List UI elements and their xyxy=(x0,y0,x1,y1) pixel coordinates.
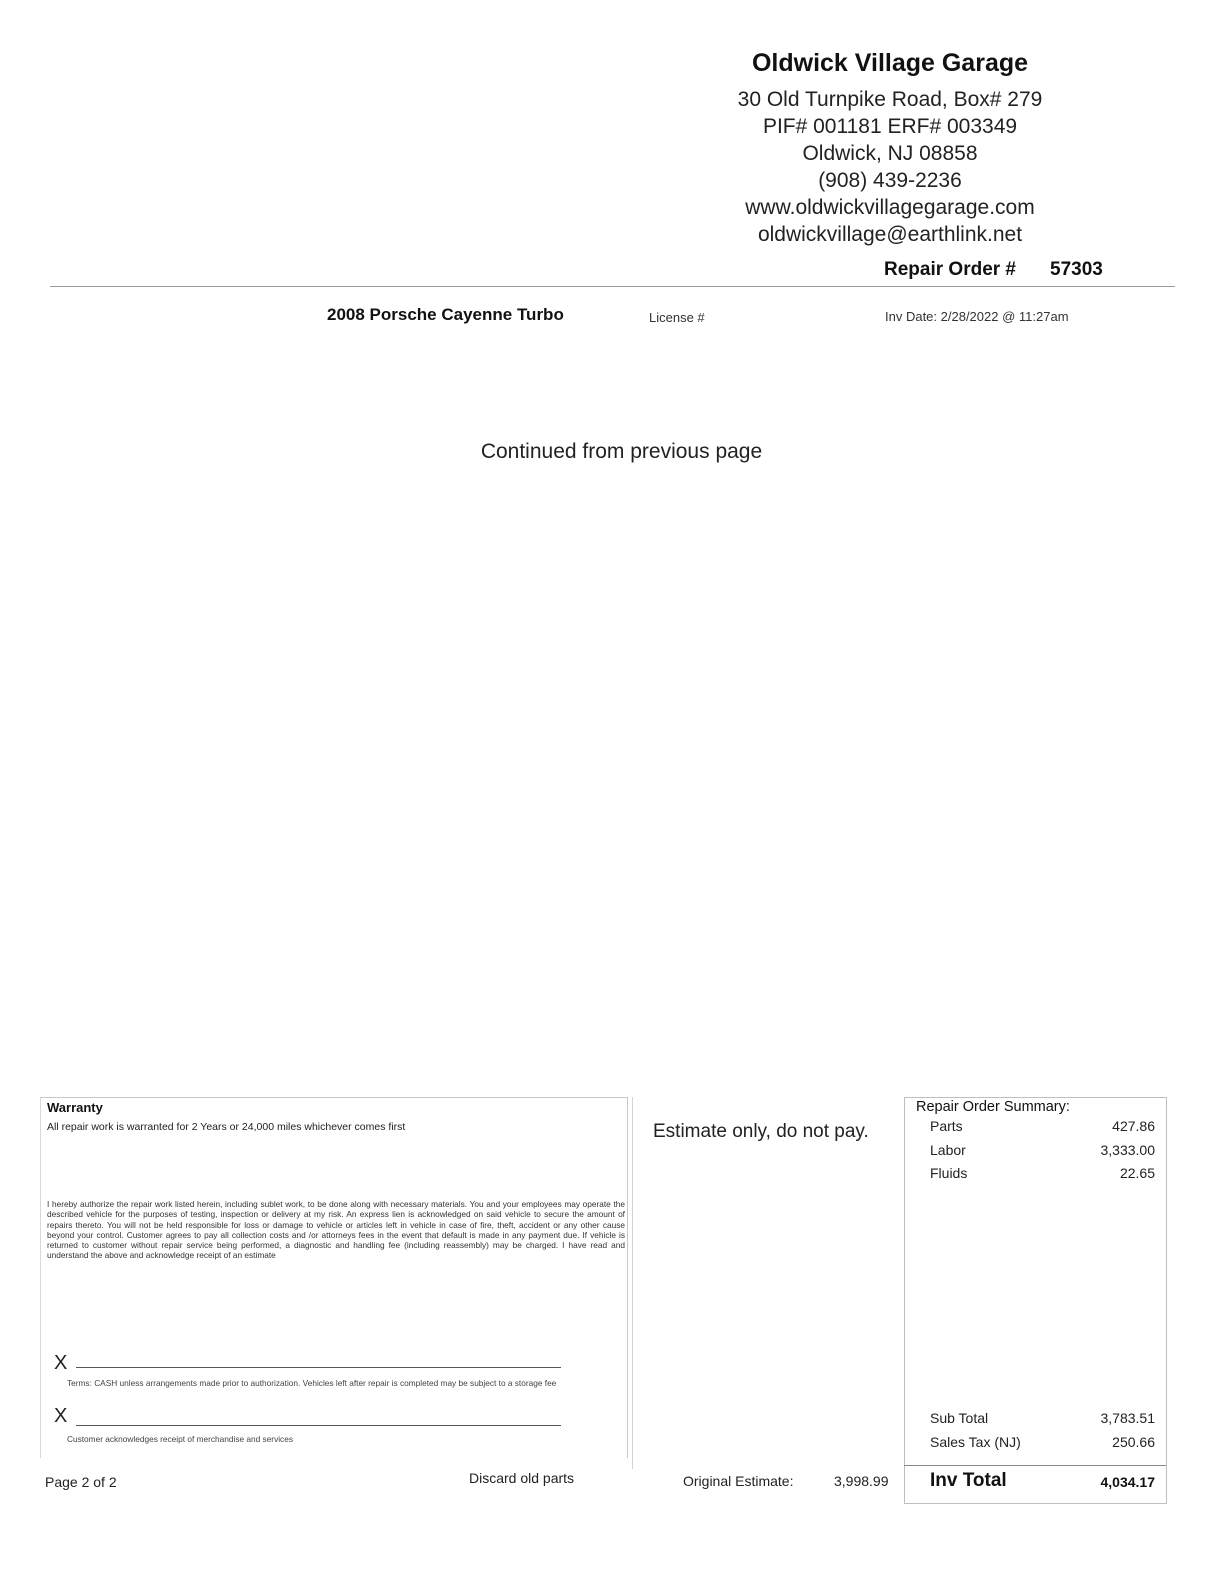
continued-notice: Continued from previous page xyxy=(480,440,763,463)
repair-order-label: Repair Order # xyxy=(884,259,1016,280)
labor-value: 3,333.00 xyxy=(1100,1142,1155,1158)
signature-mark-1: X xyxy=(54,1352,68,1374)
page-number: Page 2 of 2 xyxy=(45,1474,117,1490)
total-divider xyxy=(904,1465,1166,1466)
inv-total-label: Inv Total xyxy=(930,1470,1007,1491)
parts-label: Parts xyxy=(930,1118,963,1134)
warranty-title: Warranty xyxy=(47,1100,103,1115)
terms-text: Terms: CASH unless arrangements made prior to authorization. Vehicles left after repair is completed may be subject to a storage fee xyxy=(67,1378,557,1388)
license-label: License # xyxy=(649,310,705,325)
business-licenses: PIF# 001181 ERF# 003349 xyxy=(762,115,1018,138)
discard-parts-note: Discard old parts xyxy=(469,1470,575,1486)
business-city: Oldwick, NJ 08858 xyxy=(802,142,978,165)
invoice-date: Inv Date: 2/28/2022 @ 11:27am xyxy=(885,309,1069,324)
fluids-label: Fluids xyxy=(930,1165,968,1181)
subtotal-label: Sub Total xyxy=(930,1410,989,1426)
warranty-text: All repair work is warranted for 2 Years or 24,000 miles whichever comes first xyxy=(47,1121,406,1133)
business-name: Oldwick Village Garage xyxy=(751,49,1029,77)
sales-tax-value: 250.66 xyxy=(1112,1434,1155,1450)
original-estimate-label: Original Estimate: xyxy=(683,1473,794,1489)
inv-total-value: 4,034.17 xyxy=(1100,1474,1155,1490)
business-phone: (908) 439-2236 xyxy=(818,169,962,192)
parts-value: 427.86 xyxy=(1112,1118,1155,1134)
signature-line-1[interactable] xyxy=(76,1367,561,1368)
signature-line-2[interactable] xyxy=(76,1425,561,1426)
customer-acknowledgement: Customer acknowledges receipt of merchandise and services xyxy=(67,1434,293,1444)
summary-title: Repair Order Summary: xyxy=(916,1099,1070,1115)
vehicle-description: 2008 Porsche Cayenne Turbo xyxy=(327,305,564,324)
subtotal-value: 3,783.51 xyxy=(1100,1410,1155,1426)
sales-tax-label: Sales Tax (NJ) xyxy=(930,1434,1021,1450)
business-address: 30 Old Turnpike Road, Box# 279 xyxy=(737,88,1043,111)
business-website: www.oldwickvillagegarage.com xyxy=(745,196,1035,219)
repair-order-number: 57303 xyxy=(1050,259,1103,280)
estimate-notice: Estimate only, do not pay. xyxy=(653,1121,869,1142)
fluids-value: 22.65 xyxy=(1119,1165,1155,1181)
authorization-text: I hereby authorize the repair work listed herein, including sublet work, to be done along with necessary materials. You and your employees may operate the described vehicle for the purposes of testing, inspection or delivery at my risk. An express lien is acknowledged on said vehicle to secure the amount of repairs thereto. You will not be held responsible for loss or damage to vehicle or articles left in vehicle in case of fire, theft, accident or any other cause beyond your control. Customer agrees to pay all collection costs and /or attorneys fees in the event that default is made in any payment due. If vehicle is returned to customer without repair service being performed, a diagnostic and handling fee (including reassembly) may be charged. I have read and understand the above and acknowledge receipt of an estimate xyxy=(47,1199,625,1261)
business-email: oldwickvillage@earthlink.net xyxy=(757,223,1023,246)
original-estimate-value: 3,998.99 xyxy=(834,1473,889,1489)
labor-label: Labor xyxy=(930,1142,966,1158)
warranty-box xyxy=(40,1097,628,1458)
header-divider xyxy=(50,286,1175,287)
middle-divider xyxy=(632,1097,633,1469)
signature-mark-2: X xyxy=(54,1405,68,1427)
